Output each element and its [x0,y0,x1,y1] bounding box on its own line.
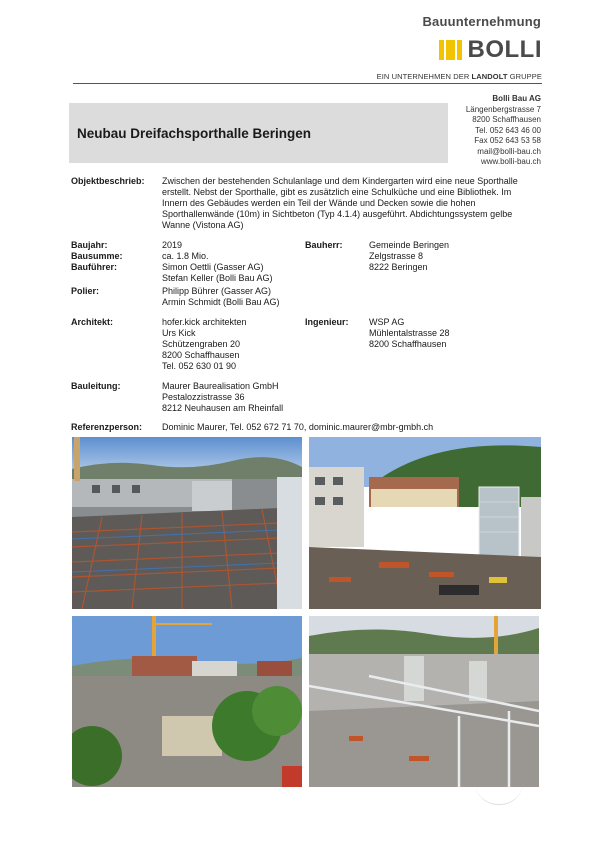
ingenieur-value-3: 8200 Schaffhausen [369,339,447,349]
architekt-value-4: 8200 Schaffhausen [162,350,240,360]
bauleitung-value-3: 8212 Neuhausen am Rheinfall [162,403,284,413]
architekt-value-1: hofer.kick architekten [162,317,247,327]
company-web[interactable]: www.bolli-bau.ch [480,157,541,166]
baufuehrer-label: Bauführer: [71,262,118,272]
polier-label: Polier: [71,286,100,296]
page-title: Neubau Dreifachsporthalle Beringen [77,126,312,141]
bauherr-value-2: Zelgstrasse 8 [369,251,424,261]
bolli-logo [439,36,543,63]
construction-photo-hall-walls [309,616,539,787]
ingenieur-value-1: WSP AG [369,317,405,327]
company-name: Bolli Bau AG [492,94,541,103]
company-address [466,94,541,168]
architekt-value-3: Schützengraben 20 [162,339,241,349]
description-label: Objektbeschrieb: [71,176,145,186]
bausumme-value: ca. 1.8 Mio. [162,251,209,261]
description-text: Zwischen der bestehenden Schulanlage und dem Kindergarten wird eine neue Sporthalle erstellt. Nebst der Sporthalle, gibt es zusätzlich eine Schulküche und eine Bibliothek. Im Innern des Gebäudes werden ein Teil der Wände und Decken sowie die hohen Sporthallenwände (10m) in Sichtbeton (Typ 4.1.4) ausgeführt. Abdichtungssystem gelbe Wanne (Vistona AG) [162,176,518,230]
group-line: EIN UNTERNEHMEN DER LANDOLT GRUPPE [376,72,542,81]
bauleitung-label: Bauleitung: [71,381,121,391]
logo-text: BOLLI [467,36,542,63]
baujahr-label: Baujahr: [71,240,108,250]
referenz-value: Dominic Maurer, Tel. 052 672 71 70, dominic.maurer@mbr-gmbh.ch [162,422,434,432]
architekt-value-5: Tel. 052 630 01 90 [162,361,237,371]
ingenieur-value-2: Mühlentalstrasse 28 [369,328,450,338]
construction-photo-rebar-deck [72,437,302,609]
group-name: LANDOLT [471,72,508,81]
stamp-mark [475,782,523,805]
referenz-label: Referenzperson: [71,422,143,432]
ingenieur-label: Ingenieur: [305,317,349,327]
polier-value-2: Armin Schmidt (Bolli Bau AG) [162,297,280,307]
bauherr-value-1: Gemeinde Beringen [369,240,450,250]
bauherr-label: Bauherr: [305,240,343,250]
bauleitung-value-2: Pestalozzistrasse 36 [162,392,245,402]
company-email[interactable]: mail@bolli-bau.ch [477,146,541,156]
company-street: Längenbergstrasse 7 [465,104,541,114]
construction-photo-crane-trees [72,616,302,787]
construction-photo-site-overview [309,437,541,609]
company-city: 8200 Schaffhausen [472,115,541,124]
logo-bars-icon [439,40,462,60]
baufuehrer-value-2: Stefan Keller (Bolli Bau AG) [162,273,273,283]
header-divider [73,83,542,84]
architekt-value-2: Urs Kick [162,328,196,338]
bauleitung-value-1: Maurer Baurealisation GmbH [162,381,279,391]
brand-tagline: Bauunternehmung [422,14,541,29]
bauherr-value-3: 8222 Beringen [369,262,428,272]
baujahr-value: 2019 [162,240,183,250]
polier-value-1: Philipp Bührer (Gasser AG) [162,286,272,296]
bausumme-label: Bausumme: [71,251,123,261]
company-tel: Tel. 052 643 46 00 [475,125,541,135]
baufuehrer-value-1: Simon Oettli (Gasser AG) [162,262,264,272]
architekt-label: Architekt: [71,317,114,327]
company-fax: Fax 052 643 53 58 [474,136,541,145]
